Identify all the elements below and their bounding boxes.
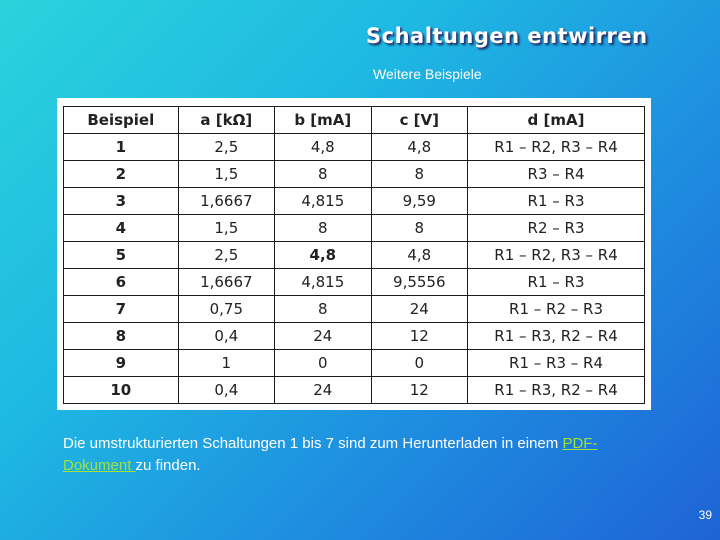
cell-d: R1 – R3 xyxy=(468,269,645,296)
cell-d: R2 – R3 xyxy=(468,215,645,242)
cell-beispiel: 8 xyxy=(64,323,179,350)
cell-beispiel: 10 xyxy=(64,377,179,404)
page-number: 39 xyxy=(698,508,712,522)
cell-c: 4,8 xyxy=(371,242,467,269)
cell-d: R1 – R3 – R4 xyxy=(468,350,645,377)
examples-table xyxy=(63,106,645,404)
table-row xyxy=(64,296,645,323)
table-row xyxy=(64,134,645,161)
table-row xyxy=(64,269,645,296)
cell-beispiel: 6 xyxy=(64,269,179,296)
table-container xyxy=(57,98,651,410)
table-row xyxy=(64,377,645,404)
cell-beispiel: 3 xyxy=(64,188,179,215)
cell-d: R1 – R3, R2 – R4 xyxy=(468,323,645,350)
header-beispiel: Beispiel xyxy=(64,107,179,134)
pdf-document-link[interactable]: PDF-Dokument xyxy=(63,435,598,474)
cell-c: 9,5556 xyxy=(371,269,467,296)
cell-a: 1,5 xyxy=(178,161,274,188)
table-row xyxy=(64,188,645,215)
cell-beispiel: 2 xyxy=(64,161,179,188)
cell-beispiel: 4 xyxy=(64,215,179,242)
cell-d: R1 – R2, R3 – R4 xyxy=(468,242,645,269)
cell-b: 4,815 xyxy=(275,269,371,296)
table-row xyxy=(64,161,645,188)
cell-a: 0,4 xyxy=(178,323,274,350)
cell-c: 8 xyxy=(371,161,467,188)
cell-a: 1,6667 xyxy=(178,188,274,215)
cell-b: 4,815 xyxy=(275,188,371,215)
table-row xyxy=(64,323,645,350)
header-d: d [mA] xyxy=(468,107,645,134)
footer-text xyxy=(63,433,663,477)
cell-b: 24 xyxy=(275,323,371,350)
header-c: c [V] xyxy=(371,107,467,134)
cell-d: R1 – R3 xyxy=(468,188,645,215)
cell-a: 1 xyxy=(178,350,274,377)
table-header-row xyxy=(64,107,645,134)
cell-c: 4,8 xyxy=(371,134,467,161)
cell-b: 24 xyxy=(275,377,371,404)
cell-c: 12 xyxy=(371,377,467,404)
cell-c: 24 xyxy=(371,296,467,323)
cell-beispiel: 9 xyxy=(64,350,179,377)
cell-b: 8 xyxy=(275,215,371,242)
slide-subtitle: Weitere Beispiele xyxy=(373,66,482,82)
cell-d: R1 – R2 – R3 xyxy=(468,296,645,323)
cell-a: 2,5 xyxy=(178,242,274,269)
cell-d: R3 – R4 xyxy=(468,161,645,188)
table-row xyxy=(64,215,645,242)
cell-b: 0 xyxy=(275,350,371,377)
cell-a: 2,5 xyxy=(178,134,274,161)
cell-b: 4,8 xyxy=(275,134,371,161)
cell-c: 8 xyxy=(371,215,467,242)
cell-b: 4,8 xyxy=(275,242,371,269)
table-row xyxy=(64,242,645,269)
cell-beispiel: 5 xyxy=(64,242,179,269)
cell-a: 0,4 xyxy=(178,377,274,404)
slide-title: Schaltungen entwirren xyxy=(366,24,648,48)
cell-a: 0,75 xyxy=(178,296,274,323)
cell-a: 1,6667 xyxy=(178,269,274,296)
header-b: b [mA] xyxy=(275,107,371,134)
table-row xyxy=(64,350,645,377)
cell-b: 8 xyxy=(275,161,371,188)
cell-d: R1 – R2, R3 – R4 xyxy=(468,134,645,161)
cell-c: 12 xyxy=(371,323,467,350)
footer-text-before: Die umstrukturierten Schaltungen 1 bis 7 sind zum Herunterladen in einem xyxy=(63,435,563,452)
cell-b: 8 xyxy=(275,296,371,323)
header-a: a [kΩ] xyxy=(178,107,274,134)
footer-text-after: zu finden. xyxy=(135,457,201,474)
cell-beispiel: 1 xyxy=(64,134,179,161)
cell-beispiel: 7 xyxy=(64,296,179,323)
cell-d: R1 – R3, R2 – R4 xyxy=(468,377,645,404)
cell-a: 1,5 xyxy=(178,215,274,242)
cell-c: 9,59 xyxy=(371,188,467,215)
cell-c: 0 xyxy=(371,350,467,377)
